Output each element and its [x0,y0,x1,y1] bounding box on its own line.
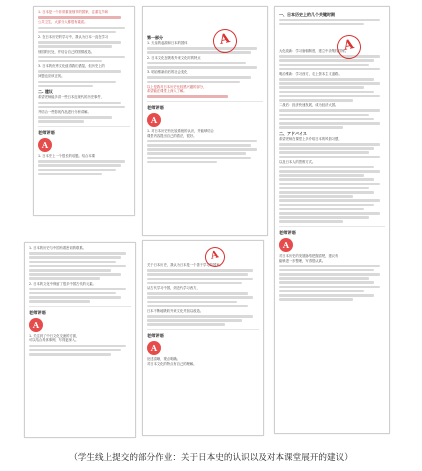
homework-document-4 [24,242,136,438]
doc4-comment-1: 1. 关注到了中日文化交流的方面， [29,333,80,338]
doc5-line-1: 关于日本历史，我认为日本是一个善于学习的国家。 [147,263,223,267]
doc2-comment-1: 1. 对日本历史有比较系统的认识，并能够结合 [147,129,214,134]
doc1-line-1: 1. 日本是一个非常重视细节的国家，注重礼节和 [38,10,109,14]
teacher-comment-label: 老师评语 [147,333,164,339]
teacher-comment-label: 老师评语 [29,309,46,315]
teacher-avatar: A [38,138,52,152]
doc3-heading-2: 二、アドバイス [279,130,307,136]
doc1-line-6: 问题也应该正视。 [38,74,65,79]
teacher-comment-label: 老师评语 [147,105,164,111]
doc1-comment: 1. 日本史上一个很长的话题。结合本课 [38,153,95,158]
doc4-comment-2: 可以结合具体事例，写得更深入。 [29,338,79,343]
figure-caption: （学生线上提交的部分作业：关于日本史的认识以及对本课堂展开的建议） [69,453,353,463]
homework-document-5 [142,240,264,436]
homework-document-3 [274,6,390,434]
doc1-line-4: 别国的长处，并结合自己的国情改造。 [38,49,95,54]
doc2-line-3: 3. 明治维新前后的社会变化 [147,70,188,75]
doc3-comment-1: 对日本历史的发展脉络把握清楚，建议有 [279,253,339,258]
doc1-line-2: 公共卫生，大部分人都很有素质。 [38,20,88,25]
teacher-avatar: A [147,341,161,355]
doc3-comment-2: 能够进一步整理，写得很认真。 [279,258,326,263]
teacher-comment-label: 老师评语 [38,129,55,135]
doc5-comment-1: 论述清晰，观点明确。 [147,357,180,362]
teacher-avatar: A [147,113,161,127]
doc2-heading: 第一部分 [147,35,163,40]
doc2-line-2: 2. 日本文化在吸收外来文化时的特点 [147,55,201,60]
homework-document-2 [142,6,268,236]
doc2-comment-2: 课堂内容提出自己的看法，很好。 [147,133,197,138]
doc5-comment-2: 对日本文化的特点有自己的理解。 [147,361,197,366]
homework-document-1 [33,6,135,216]
doc4-line-1: 1. 日本的历史与中国有着密切的联系。 [29,246,86,250]
doc3-line2-2: 以及日本人的思维方式。 [279,159,316,164]
doc1-section-heading: 二. 建议 [38,89,53,95]
grade-stamp: A [335,33,363,61]
doc3-line-2: 明治维新：学习西方，走上资本主义道路。 [279,71,342,76]
doc5-line-3: 日本不断地吸收外来文化并加以改造。 [147,308,204,313]
doc3-line-1: 大化改新：学习唐朝制度，建立中央集权国家。 [279,48,349,53]
doc3-line2-1: 希望老师在课堂上多介绍日本的风俗习惯， [279,136,342,141]
doc5-line-2: 从古代学习中国，到近代学习西方， [147,285,200,290]
doc3-line-3: 二战后：经济快速发展，成为经济大国。 [279,103,339,108]
doc1-line-5: 3. 日本的优秀文化值得我们借鉴，但历史上的 [38,64,105,69]
teacher-comment-label: 老师评语 [279,229,296,235]
doc4-line-2: 2. 日本的文化中保留了很多中国古代的元素。 [29,281,96,286]
doc1-mid-line-1: 希望老师能多讲一些日本近现代的历史事件， [38,95,104,100]
teacher-avatar: A [279,238,293,252]
grade-stamp: A [203,245,227,269]
doc2-red-line-1: 以上是我对日本历史比较感兴趣的部分， [147,84,207,89]
teacher-avatar: A [29,318,43,332]
doc2-red-line-2: 希望能在课堂上深入了解。 [147,89,187,94]
doc1-line-3: 2. 在日本历史的学习中，我认为日本一直在学习 [38,34,109,39]
doc1-mid-line-2: 并结合一些影视作品进行分析讲解。 [38,109,91,114]
grade-stamp: A [211,27,239,55]
doc3-heading: 一、日本历史上的几个关键时期 [279,12,335,17]
doc2-line-1: 1. 天皇的起源和日本的国体 [147,41,188,45]
